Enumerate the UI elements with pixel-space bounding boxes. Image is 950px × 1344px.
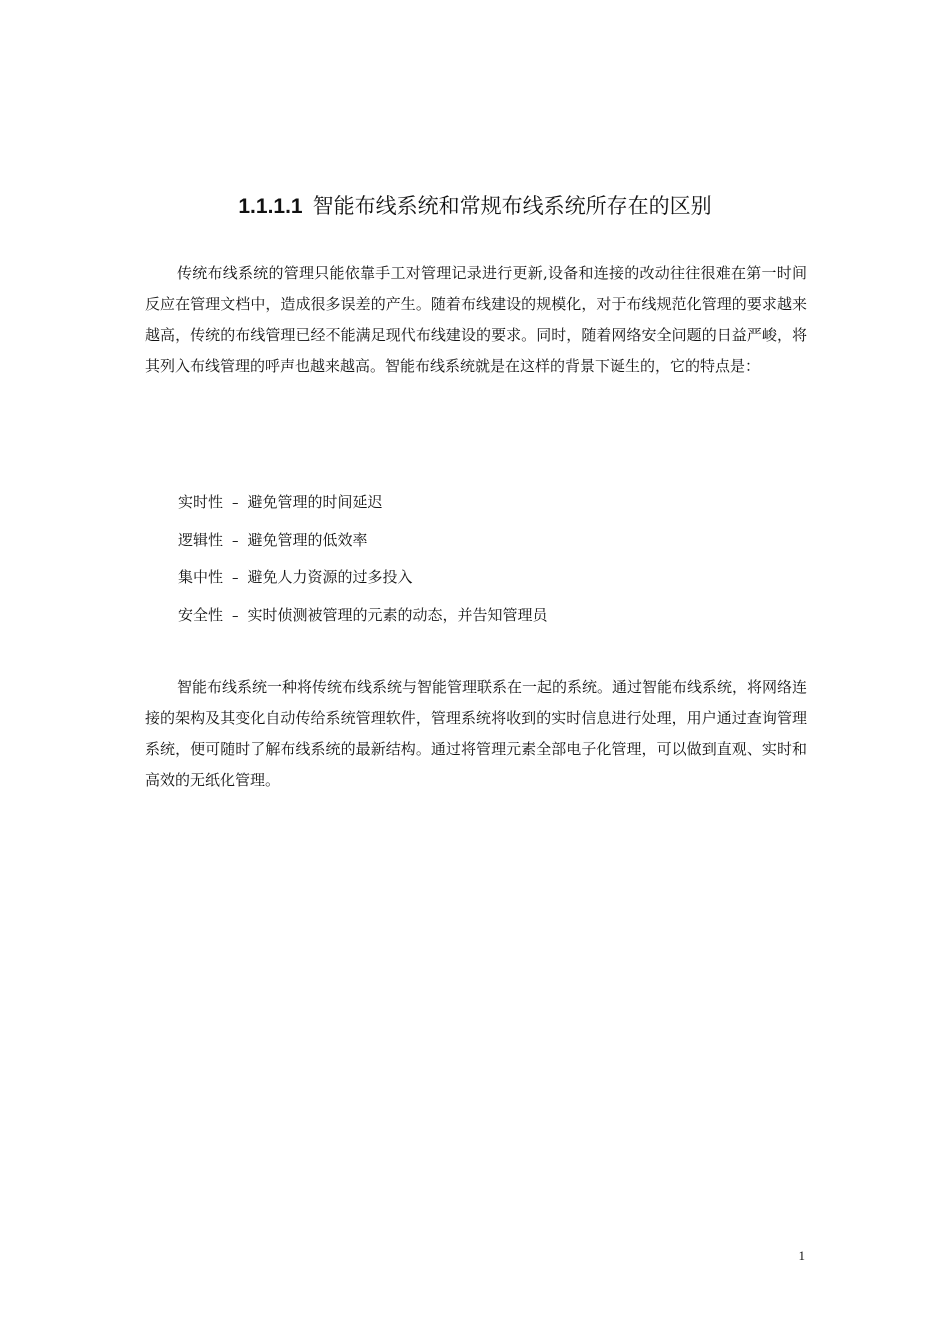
section-heading <box>0 190 950 223</box>
feature-dash: – <box>232 533 239 549</box>
feature-dash: – <box>232 496 239 511</box>
section-number: 1.1.1.1 <box>238 195 303 218</box>
page-number: 1 <box>798 1248 805 1263</box>
feature-term: 安全性 <box>178 605 224 624</box>
feature-description: 实时侦测被管理的元素的动态，并告知管理员 <box>247 605 548 624</box>
list-item <box>178 559 548 597</box>
feature-description: 避免人力资源的过多投入 <box>247 568 413 586</box>
feature-description: 避免管理的时间延迟 <box>247 493 383 511</box>
feature-description: 避免管理的低效率 <box>247 530 368 549</box>
feature-term: 逻辑性 <box>178 530 224 549</box>
feature-dash: – <box>232 608 239 624</box>
feature-term: 实时性 <box>178 493 224 511</box>
list-item <box>178 597 548 635</box>
list-item <box>178 522 548 560</box>
list-item <box>178 484 548 522</box>
feature-list <box>178 484 548 634</box>
feature-dash: – <box>232 571 239 586</box>
intro-paragraph: 传统布线系统的管理只能依靠手工对管理记录进行更新,设备和连接的改动往往很难在第一时间反应在管理文档中，造成很多误差的产生。随着布线建设的规模化，对于布线规范化管理的要求越来越高，传统的布线管理已经不能满足现代布线建设的要求。同时，随着网络安全问题的日益严峻，将其列入布线管理的呼声也越来越高。智能布线系统就是在这样的背景下诞生的，它的特点是： <box>145 264 807 375</box>
summary-paragraph: 智能布线系统一种将传统布线系统与智能管理联系在一起的系统。通过智能布线系统，将网络连接的架构及其变化自动传给系统管理软件，管理系统将收到的实时信息进行处理，用户通过查询管理系统，便可随时了解布线系统的最新结构。通过将管理元素全部电子化管理，可以做到直观、实时和高效的无纸化管理。 <box>145 678 808 789</box>
section-title: 智能布线系统和常规布线系统所存在的区别 <box>312 194 712 218</box>
feature-term: 集中性 <box>178 568 224 586</box>
